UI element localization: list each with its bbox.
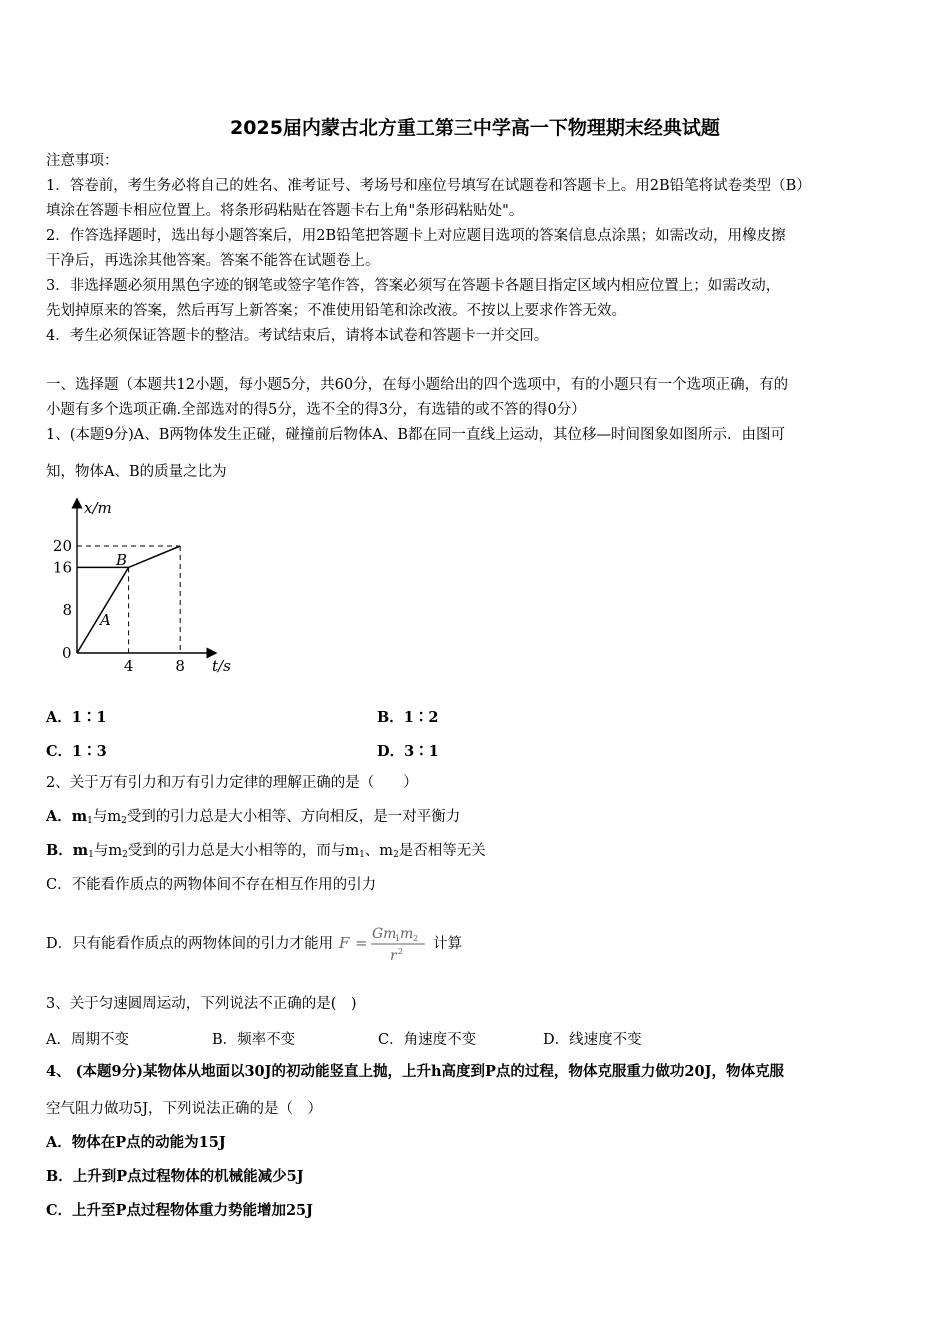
section-heading: 一、选择题（本题共12小题，每小题5分，共60分，在每小题给出的四个选项中，有的小题只有一个选项正确，有的 [46, 377, 789, 393]
page-title: 2025届内蒙古北方重工第三中学高一下物理期末经典试题 [230, 117, 720, 139]
notice-line: 先划掉原来的答案，然后再写上新答案；不准使用铅笔和涂改液。不按以上要求作答无效。 [46, 303, 626, 319]
y-tick-label: 20 [52, 537, 72, 555]
q1-option-d[interactable]: D．3∶1 [377, 743, 439, 760]
svg-text:=: = [355, 934, 368, 952]
series-label-b: B [116, 551, 128, 569]
q3-option-a[interactable]: A．周期不变 [46, 1032, 129, 1048]
q1-option-b[interactable]: B．1∶2 [377, 709, 439, 726]
svg-text:2: 2 [413, 934, 419, 943]
notice-line: 干净后，再选涂其他答案。答案不能答在试题卷上。 [46, 253, 380, 269]
svg-text:2: 2 [398, 947, 404, 956]
x-axis-label: t/s [212, 657, 231, 675]
notice-line: 4．考生必须保证答题卡的整洁。考试结束后，请将本试卷和答题卡一并交回。 [46, 328, 549, 344]
y-tick-label: 8 [62, 601, 72, 620]
x-tick-label: 8 [175, 657, 185, 675]
q3-option-c[interactable]: C．角速度不变 [378, 1032, 477, 1048]
question-4-stem: 4、 (本题9分)某物体从地面以30J的初动能竖直上抛，上升h高度到P点的过程，物体克服重力做功20J，物体克服 [46, 1063, 784, 1080]
x-tick-label: 4 [123, 657, 134, 675]
q1-option-c[interactable]: C．1∶3 [46, 743, 107, 760]
question-4-stem: 空气阻力做功5J，下列说法正确的是（ ） [46, 1101, 323, 1117]
series-label-a: A [100, 611, 111, 629]
question-3-stem: 3、关于匀速圆周运动，下列说法不正确的是( ) [46, 996, 357, 1012]
y-tick-label: 16 [52, 558, 72, 577]
notice-line: 1．答卷前，考生务必将自己的姓名、准考证号、考场号和座位号填写在试题卷和答题卡上。用2B铅笔将试卷类型（B） [46, 178, 811, 194]
question-2-stem: 2、关于万有引力和万有引力定律的理解正确的是（ ） [46, 775, 418, 791]
q4-option-a[interactable]: A．物体在P点的动能为15J [46, 1134, 226, 1151]
q2-option-c[interactable]: C．不能看作质点的两物体间不存在相互作用的引力 [46, 877, 377, 893]
notice-line: 2．作答选择题时，选出每小题答案后，用2B铅笔把答题卡上对应题目选项的答案信息点涂黑；如需改动，用橡皮擦 [46, 228, 786, 244]
notice-line: 3．非选择题必须用黑色字迹的钢笔或签字笔作答，答案必须写在答题卡各题目指定区域内相应位置上；如需改动， [46, 278, 781, 294]
q3-option-d[interactable]: D．线速度不变 [543, 1032, 642, 1048]
q2-option-d[interactable]: D．只有能看作质点的两物体间的引力才能用 F = Gm 1 m 2 r 2 计算 [46, 926, 463, 964]
notice-heading: 注意事项： [46, 153, 119, 169]
series-line-b [77, 546, 180, 567]
section-heading: 小题有多个选项正确.全部选对的得5分，选不全的得3分，有选错的或不答的得0分） [46, 402, 586, 418]
svg-text:1: 1 [395, 934, 401, 943]
svg-text:Gm: Gm [372, 926, 397, 942]
guide-lines [77, 546, 180, 653]
q1-option-a[interactable]: A．1∶1 [46, 709, 107, 726]
xt-graph [40, 495, 250, 680]
q4-option-c[interactable]: C．上升至P点过程物体重力势能增加25J [46, 1202, 313, 1219]
q3-option-b[interactable]: B．频率不变 [212, 1032, 296, 1048]
question-1-stem: 知，物体A、B的质量之比为 [46, 464, 227, 480]
gravitation-formula [337, 924, 429, 964]
origin-label: 0 [62, 644, 72, 662]
question-1-stem: 1、(本题9分)A、B两物体发生正碰，碰撞前后物体A、B都在同一直线上运动，其位移—时间图象如图所示．由图可 [46, 427, 786, 443]
series-lines [77, 546, 180, 653]
y-axis-label: x/m [84, 499, 112, 517]
svg-text:r: r [390, 948, 397, 964]
q4-option-b[interactable]: B．上升到P点过程物体的机械能减少5J [46, 1168, 304, 1185]
q2-option-a[interactable]: A．$m_1$与$m_2$受到的引力总是大小相等、方向相反，是一对平衡力 [46, 808, 461, 826]
q2-option-b[interactable]: B．$m_1$与$m_2$受到的引力总是大小相等的，而与$m_1$、$m_2$是否相等无关 [46, 842, 486, 860]
svg-text:F: F [339, 934, 350, 952]
svg-text:m: m [400, 926, 414, 942]
notice-line: 填涂在答题卡相应位置上。将条形码粘贴在答题卡右上角"条形码粘贴处"。 [46, 203, 524, 219]
